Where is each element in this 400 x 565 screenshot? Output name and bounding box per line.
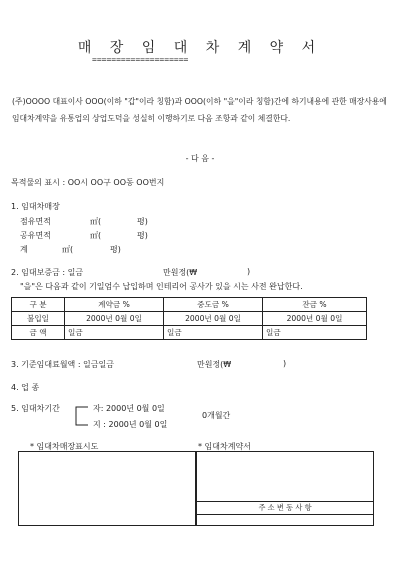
document-title: 매 장 임 대 차 계 약 서	[77, 40, 323, 56]
sec5-months: 0개월간	[202, 411, 231, 420]
sec3-amount: 만원정(₩	[197, 360, 232, 369]
sec2-amount: 만원정(₩	[163, 268, 198, 277]
sec1-row-label: 점유면적	[20, 217, 51, 226]
table-row	[12, 298, 367, 312]
payment-table	[11, 297, 367, 340]
table-row	[12, 312, 367, 326]
sec5-from: 자: 2000년 0월 0일	[93, 404, 165, 413]
sec2-heading: 2. 임대보증금 : 일금	[11, 268, 84, 277]
store-layout-box	[18, 451, 196, 526]
sec1-row-unit-pyeong: 평)	[137, 217, 148, 226]
table-header-cell: 중도금 %	[164, 298, 263, 312]
sec2-close: )	[247, 267, 251, 276]
table-cell: 금 액	[12, 326, 65, 340]
sec3-heading: 3. 기준임대료월액 : 일금일금	[11, 360, 114, 369]
period-bracket	[75, 406, 89, 426]
title-underline: ====================	[92, 55, 189, 64]
attach-left-label: * 임대차매장표시도	[30, 442, 99, 451]
address-change-header: 주 소 변 동 사 항	[258, 503, 312, 512]
sec1-row-unit-pyeong: 평)	[137, 231, 148, 240]
sec3-close: )	[283, 359, 287, 368]
sec1-row-label: 계	[20, 245, 28, 254]
table-cell: 일금	[164, 326, 263, 340]
object-description: 목적물의 표시 : OO시 OO구 OO동 OO번지	[11, 178, 165, 187]
sec1-heading: 1. 임대차매장	[11, 202, 60, 211]
sec5-to: 지 : 2000년 0월 0일	[93, 420, 168, 429]
table-header-cell: 구 분	[12, 298, 65, 312]
attach-right-label: * 임대차계약서	[198, 442, 251, 451]
table-cell: 일금	[263, 326, 367, 340]
intro-paragraph: (주)OOOO 대표이사 OOO(이하 "갑"이라 칭함)과 OOO(이하 "을"이라 칭함)간에 하기내용에 관한 매장사용에 임대차계약을 유통업의 상업도덕을 성실히 이행하기로 다음 조항과 같이 체결한다.	[12, 97, 387, 123]
section-divider-label: - 다 음 -	[185, 154, 215, 163]
contract-box	[196, 451, 374, 526]
table-cell: 불입일	[12, 312, 65, 326]
contract-box-divider	[197, 514, 373, 515]
table-header-cell: 계약금 %	[65, 298, 164, 312]
table-cell: 일금	[65, 326, 164, 340]
sec1-row-unit-sqm: ㎡(	[62, 245, 74, 254]
sec4-heading: 4. 업 종	[11, 383, 40, 392]
table-cell: 2000년 0월 0일	[263, 312, 367, 326]
table-row	[12, 326, 367, 340]
table-header-cell: 잔금 %	[263, 298, 367, 312]
sec1-row-label: 공유면적	[20, 231, 51, 240]
table-cell: 2000년 0월 0일	[65, 312, 164, 326]
sec1-row-unit-sqm: ㎡(	[90, 217, 102, 226]
sec1-row-unit-pyeong: 평)	[110, 245, 121, 254]
sec1-row-unit-sqm: ㎡(	[90, 231, 102, 240]
sec5-heading: 5. 임대차기간	[11, 404, 60, 413]
table-cell: 2000년 0월 0일	[164, 312, 263, 326]
sec2-note: "을"은 다음과 같이 기일엄수 납입하며 인테리어 공사가 있을 시는 사전 완납한다.	[20, 282, 303, 291]
